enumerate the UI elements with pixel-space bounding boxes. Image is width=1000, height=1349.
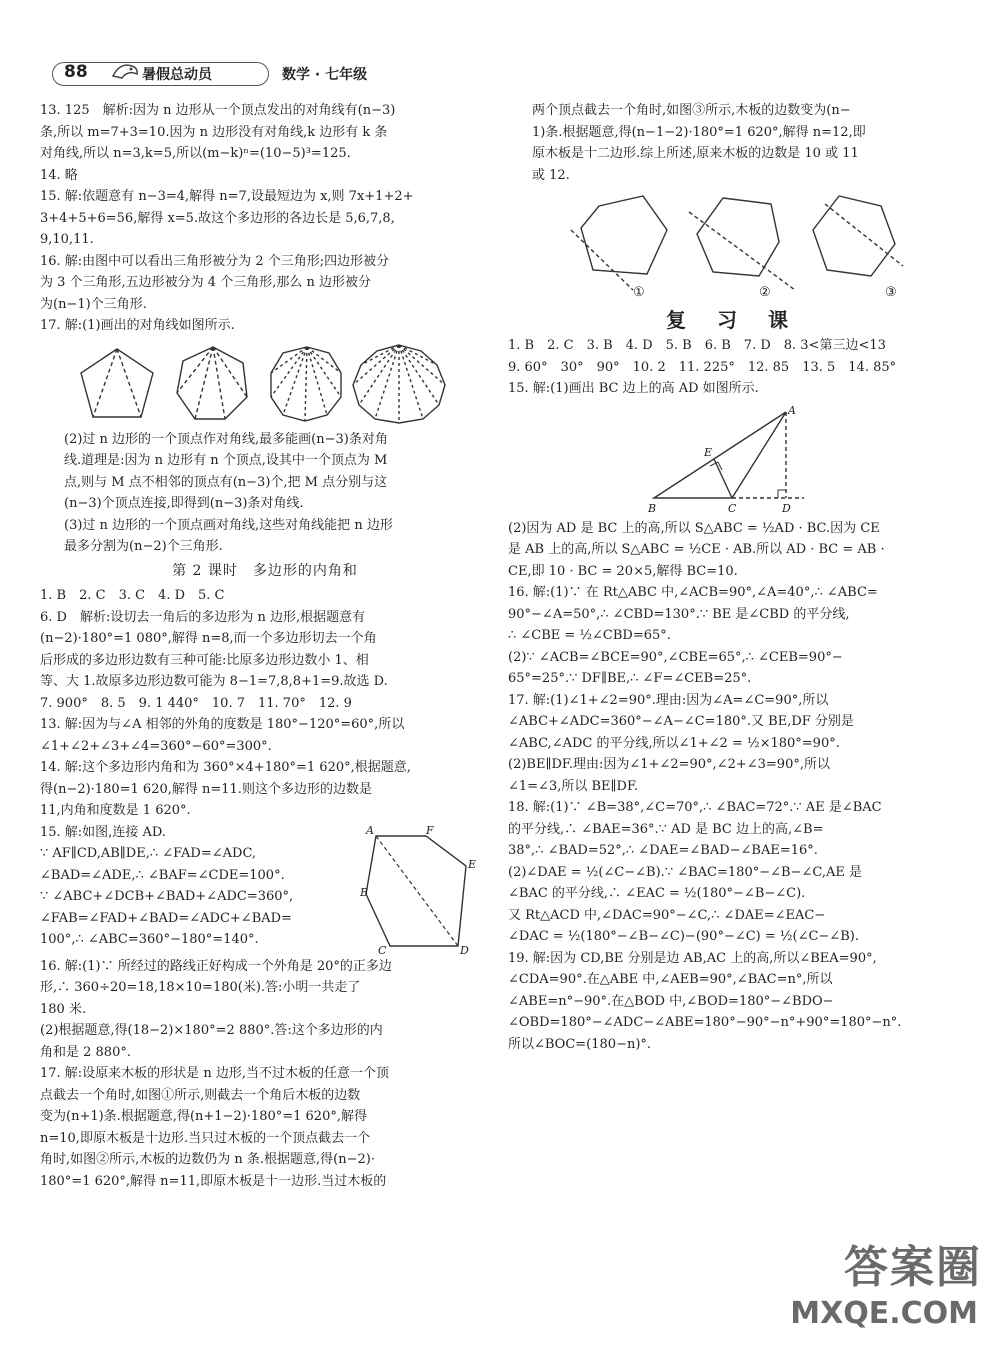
text-line: ∠BAC 的平分线,∴ ∠EAC = ½(180°−∠B−∠C). <box>508 886 806 901</box>
text-line: 38°,∴ ∠BAD=52°,∴ ∠DAE=∠BAD−∠BAE=16°. <box>508 843 818 858</box>
text-line: 条,所以 m=7+3=10.因为 n 边形没有对角线,k 边形有 k 条 <box>40 124 388 140</box>
text-line: 15. 解:依题意有 n−3=4,解得 n=7,设最短边为 x,则 7x+1+2+ <box>40 189 414 204</box>
text-line: 对角线,所以 n=3,k=5,所以(m−k)ⁿ=(10−5)³=125. <box>40 146 351 161</box>
fig-label-2: ② <box>759 285 771 300</box>
answers-part-1 <box>40 100 490 337</box>
text-line: (n−2)·180°=1 080°,解得 n=8,而一个多边形切去一个角 <box>40 631 377 646</box>
text-line: 17. 解:(1)画出的对角线如图所示. <box>40 318 235 333</box>
text-line: 的平分线,∴ ∠BAE=36°.∵ AD 是 BC 边上的高,∠B= <box>508 821 824 837</box>
q15-block <box>40 822 490 956</box>
text-line: 17. 解:(1)∠1+∠2=90°.理由:因为∠A=∠C=90°,所以 <box>508 692 829 708</box>
q15-text <box>40 822 350 951</box>
tri-label-b: B <box>648 501 657 515</box>
text-line: 14. 解:这个多边形内角和为 360°×4+180°=1 620°,根据题意, <box>40 760 411 775</box>
text-line: ∠ABC+∠ADC=360°−∠A−∠C=180°.又 BE,DF 分别是 <box>508 714 854 729</box>
text-line: 1)条.根据题意,得(n−1−2)·180°=1 620°,解得 n=12,即 <box>532 124 866 140</box>
answers-part-6 <box>508 335 958 400</box>
text-line: ∠1=∠3,所以 BE∥DF. <box>508 778 639 794</box>
text-line: 13. 125 解析:因为 n 边形从一个顶点发出的对角线有(n−3) <box>40 103 396 118</box>
text-line: 两个顶点截去一个角时,如图③所示,木板的边数变为(n− <box>532 103 851 118</box>
right-column <box>508 100 958 1055</box>
text-line: 或 12. <box>532 167 570 183</box>
tri-label-a: A <box>788 403 796 417</box>
text-line: 为(n−1)个三角形. <box>40 296 147 312</box>
text-line: (2)BE∥DF.理由:因为∠1+∠2=90°,∠2+∠3=90°,所以 <box>508 757 830 772</box>
answers-part-3 <box>40 585 490 822</box>
answers-part-4 <box>40 956 490 1193</box>
text-line: 是 AB 上的高,所以 S△ABC = ½CE · AB.所以 AD · BC = AB · <box>508 542 885 557</box>
text-line: 65°=25°.∵ DF∥BE,∴ ∠F=∠CEB=25°. <box>508 671 752 686</box>
text-line: (2)∠DAE = ½(∠C−∠B).∵ ∠BAC=180°−∠B−∠C,AE 是 <box>508 864 862 880</box>
text-line: (n−3)个顶点连接,即得到(n−3)条对角线. <box>64 496 304 511</box>
text-line: 9. 60° 30° 90° 10. 2 11. 225° 12. 85 13. 5 14. 85° <box>508 359 897 375</box>
fig-label-1: ① <box>633 285 645 300</box>
text-line: ∠ABC,∠ADC 的平分线,所以∠1+∠2 = ½×180°=90°. <box>508 735 840 751</box>
text-line: ∠BAD=∠ADE,∴ ∠BAF=∠CDE=100°. <box>40 867 285 883</box>
hex-label-e: E <box>468 857 477 871</box>
tri-label-d: D <box>782 501 791 515</box>
text-line: 16. 解:由图中可以看出三角形被分为 2 个三角形;四边形被分 <box>40 253 390 269</box>
text-line: 9,10,11. <box>40 232 94 247</box>
hexagon-figure <box>362 824 480 956</box>
text-line: 1. B 2. C 3. C 4. D 5. C <box>40 588 225 603</box>
text-line: 后形成的多边形边数有三种可能:比原多边形边数小 1、相 <box>40 652 369 668</box>
text-line: 线.道理是:因为 n 边形有 n 个顶点,设其中一个顶点为 M <box>64 453 388 468</box>
answers-part-2 <box>40 429 490 558</box>
text-line: 14. 略 <box>40 167 78 183</box>
text-line: 17. 解:设原来木板的形状是 n 边形,当不过木板的任意一个顶 <box>40 1066 389 1081</box>
hex-label-c: C <box>378 943 387 957</box>
text-line: 1. B 2. C 3. B 4. D 5. B 6. B 7. D 8. 3<第三边<13 <box>508 338 886 353</box>
text-line: 180°=1 620°,解得 n=11,即原木板是十一边形.当过木板的 <box>40 1173 387 1189</box>
polygon-diagonals-figure <box>75 341 455 425</box>
triangle-height-figure <box>648 404 828 514</box>
text-line: n=10,即原木板是十边形.当只过木板的一个顶点截去一个 <box>40 1130 371 1146</box>
section-heading: 第 2 课时 多边形的内角和 <box>172 562 358 579</box>
text-line: 100°,∴ ∠ABC=360°−180°=140°. <box>40 932 259 947</box>
text-line: 变为(n+1)条.根据题意,得(n+1−2)·180°=1 620°,解得 <box>40 1109 367 1124</box>
review-title: 复 习 课 <box>666 308 800 332</box>
text-line: 13. 解:因为与∠A 相邻的外角的度数是 180°−120°=60°,所以 <box>40 717 405 732</box>
text-line: 原木板是十二边形.综上所述,原来木板的边数是 10 或 11 <box>532 146 859 161</box>
text-line: 16. 解:(1)∵ 所经过的路线正好构成一个外角是 20°的正多边 <box>40 958 392 974</box>
text-line: ∠FAB=∠FAD+∠BAD=∠ADC+∠BAD= <box>40 910 292 926</box>
hex-label-b: B <box>360 885 369 899</box>
page-number: 88 <box>64 62 88 82</box>
text-line: (2)∵ ∠ACB=∠BCE=90°,∠CBE=65°,∴ ∠CEB=90°− <box>508 649 843 665</box>
text-line: 又 Rt△ACD 中,∠DAC=90°−∠C,∴ ∠DAE=∠EAC− <box>508 907 826 923</box>
hex-label-d: D <box>460 943 469 957</box>
hex-label-f: F <box>426 823 434 837</box>
tri-label-c: C <box>728 501 737 515</box>
text-line: 19. 解:因为 CD,BE 分别是边 AB,AC 上的高,所以∠BEA=90°, <box>508 950 877 966</box>
bird-icon <box>110 58 140 84</box>
text-line: 3+4+5+6=56,解得 x=5.故这个多边形的各边长是 5,6,7,8, <box>40 210 395 226</box>
subject-label: 数学 · 七年级 <box>282 67 368 83</box>
text-line: 得(n−2)·180=1 620,解得 n=11.则这个多边形的边数是 <box>40 781 372 797</box>
text-line: ∠ABE=n°−90°.在△BOD 中,∠BOD=180°−∠BDO− <box>508 993 834 1009</box>
left-column <box>40 100 490 1192</box>
watermark-logo: 答案圈 <box>844 1242 982 1293</box>
text-line: 6. D 解析:设切去一角后的多边形为 n 边形,根据题意有 <box>40 609 366 625</box>
text-line: (2)根据题意,得(18−2)×180°=2 880°.答:这个多边形的内 <box>40 1023 383 1038</box>
text-line: ∴ ∠CBE = ½∠CBD=65°. <box>508 628 671 643</box>
text-line: 11,内角和度数是 1 620°. <box>40 803 191 818</box>
text-line: 90°−∠A=50°,∴ ∠CBD=130°.∵ BE 是∠CBD 的平分线, <box>508 606 850 622</box>
book-title: 暑假总动员 <box>142 67 212 83</box>
text-line: (2)因为 AD 是 BC 上的高,所以 S△ABC = ½AD · BC.因为 CE <box>508 520 880 536</box>
text-line: 180 米. <box>40 1001 87 1017</box>
text-line: 点截去一个角时,如图①所示,则截去一个角后木板的边数 <box>40 1087 361 1103</box>
text-line: ∠OBD=180°−∠ADC−∠ABE=180°−90°−n°+90°=180°−n°. <box>508 1015 902 1030</box>
text-line: 最多分割为(n−2)个三角形. <box>64 539 223 554</box>
fig-label-3: ③ <box>885 285 897 300</box>
answers-part-7 <box>508 518 958 1056</box>
text-line: 15. 解:如图,连接 AD. <box>40 824 166 840</box>
text-line: 16. 解:(1)∵ 在 Rt△ABC 中,∠ACB=90°,∠A=40°,∴ ∠ABC= <box>508 585 878 600</box>
text-line: 18. 解:(1)∵ ∠B=38°,∠C=70°,∴ ∠BAC=72°.∵ AE 是∠BAC <box>508 800 882 815</box>
text-line: 角和是 2 880°. <box>40 1044 131 1060</box>
tri-label-e: E <box>704 445 713 459</box>
text-line: 点,则与 M 点不相邻的顶点有(n−3)个,把 M 点分别与这 <box>64 474 388 490</box>
watermark-url: MXQE.COM <box>790 1296 978 1331</box>
text-line: 为 3 个三角形,五边形被分为 4 个三角形,那么 n 边形被分 <box>40 275 371 290</box>
text-line: 所以∠BOC=(180−n)°. <box>508 1036 652 1052</box>
text-line: ∵ ∠ABC+∠DCB+∠BAD+∠ADC=360°, <box>40 889 294 904</box>
text-line: 形,∴ 360÷20=18,18×10=180(米).答:小明一共走了 <box>40 980 361 995</box>
text-line: 15. 解:(1)画出 BC 边上的高 AD 如图所示. <box>508 381 759 396</box>
text-line: ∵ AF∥CD,AB∥DE,∴ ∠FAD=∠ADC, <box>40 846 257 861</box>
text-line: 7. 900° 8. 5 9. 1 440° 10. 7 11. 70° 12. 9 <box>40 695 352 711</box>
text-line: 角时,如图②所示,木板的边数仍为 n 条.根据题意,得(n−2)· <box>40 1152 375 1167</box>
text-line: (2)过 n 边形的一个顶点作对角线,最多能画(n−3)条对角 <box>64 431 388 447</box>
hex-label-a: A <box>366 823 374 837</box>
text-line: ∠DAC = ½(180°−∠B−∠C)−(90°−∠C) = ½(∠C−∠B). <box>508 929 859 944</box>
answers-part-5 <box>508 100 958 186</box>
text-line: 等、大 1.故原多边形边数可能为 8−1=7,8,8+1=9.故选 D. <box>40 674 388 689</box>
text-line: ∠1+∠2+∠3+∠4=360°−60°=300°. <box>40 738 272 754</box>
page-header <box>52 56 382 88</box>
text-line: ∠CDA=90°.在△ABE 中,∠AEB=90°,∠BAC=n°,所以 <box>508 972 833 987</box>
cut-polygons-figure <box>563 190 903 298</box>
text-line: (3)过 n 边形的一个顶点画对角线,这些对角线能把 n 边形 <box>64 517 393 533</box>
text-line: CE,即 10 · BC = 20×5,解得 BC=10. <box>508 563 738 579</box>
